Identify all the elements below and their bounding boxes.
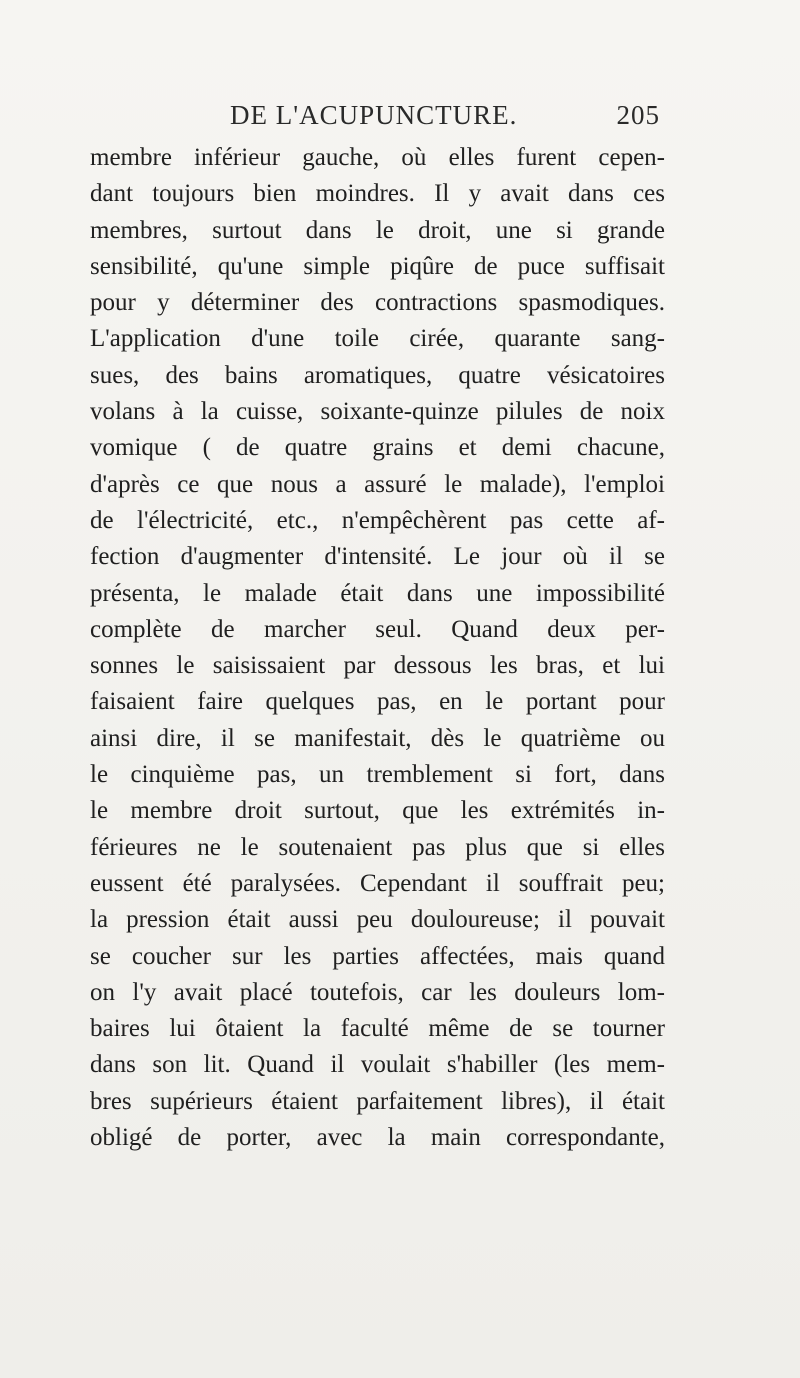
text-line: dans son lit. Quand il voulait s'habiller (les mem-	[90, 1051, 665, 1079]
text-line: eussent été paralysées. Cependant il souffrait peu;	[90, 869, 665, 897]
text-line: de l'électricité, etc., n'empêchèrent pas cette af-	[90, 506, 665, 534]
running-head	[230, 100, 660, 140]
text-line: on l'y avait placé toutefois, car les douleurs lom-	[90, 978, 665, 1006]
text-line: membre inférieur gauche, où elles furent cepen-	[90, 144, 665, 171]
text-line: d'après ce que nous a assuré le malade), l'emploi	[90, 470, 665, 498]
text-line: férieures ne le soutenaient pas plus que si elles	[90, 833, 665, 861]
text-line: ainsi dire, il se manifestait, dès le quatrième ou	[90, 724, 665, 752]
text-line: faisaient faire quelques pas, en le portant pour	[90, 688, 665, 716]
text-line: bres supérieurs étaient parfaitement libres), il était	[90, 1087, 665, 1115]
text-line: volans à la cuisse, soixante-quinze pilules de noix	[90, 398, 665, 426]
text-line: membres, surtout dans le droit, une si grande	[90, 216, 665, 244]
text-line: pour y déterminer des contractions spasmodiques.	[90, 289, 665, 317]
text-line: sonnes le saisissaient par dessous les bras, et lui	[90, 652, 665, 680]
text-line: L'application d'une toile cirée, quarante sang-	[90, 325, 665, 353]
text-line: sues, des bains aromatiques, quatre vésicatoires	[90, 361, 665, 389]
text-line: fection d'augmenter d'intensité. Le jour où il se	[90, 543, 665, 571]
page-number: 205	[616, 100, 660, 130]
text-line: présenta, le malade était dans une impossibilité	[90, 579, 665, 607]
text-line: le cinquième pas, un tremblement si fort, dans	[90, 761, 665, 789]
text-line: dant toujours bien moindres. Il y avait dans ces	[90, 180, 665, 208]
text-line: obligé de porter, avec la main correspondante,	[90, 1124, 665, 1152]
text-line: sensibilité, qu'une simple piqûre de puce suffisait	[90, 252, 665, 280]
body-text	[90, 140, 665, 1156]
text-line: se coucher sur les parties affectées, mais quand	[90, 942, 665, 970]
text-line: le membre droit surtout, que les extrémités in-	[90, 797, 665, 825]
text-line: baires lui ôtaient la faculté même de se tourner	[90, 1015, 665, 1043]
text-line: vomique ( de quatre grains et demi chacune,	[90, 434, 665, 462]
text-line: la pression était aussi peu douloureuse; il pouvait	[90, 906, 665, 934]
text-line: complète de marcher seul. Quand deux per-	[90, 615, 665, 643]
running-head-title: DE L'ACUPUNCTURE.	[230, 100, 518, 130]
